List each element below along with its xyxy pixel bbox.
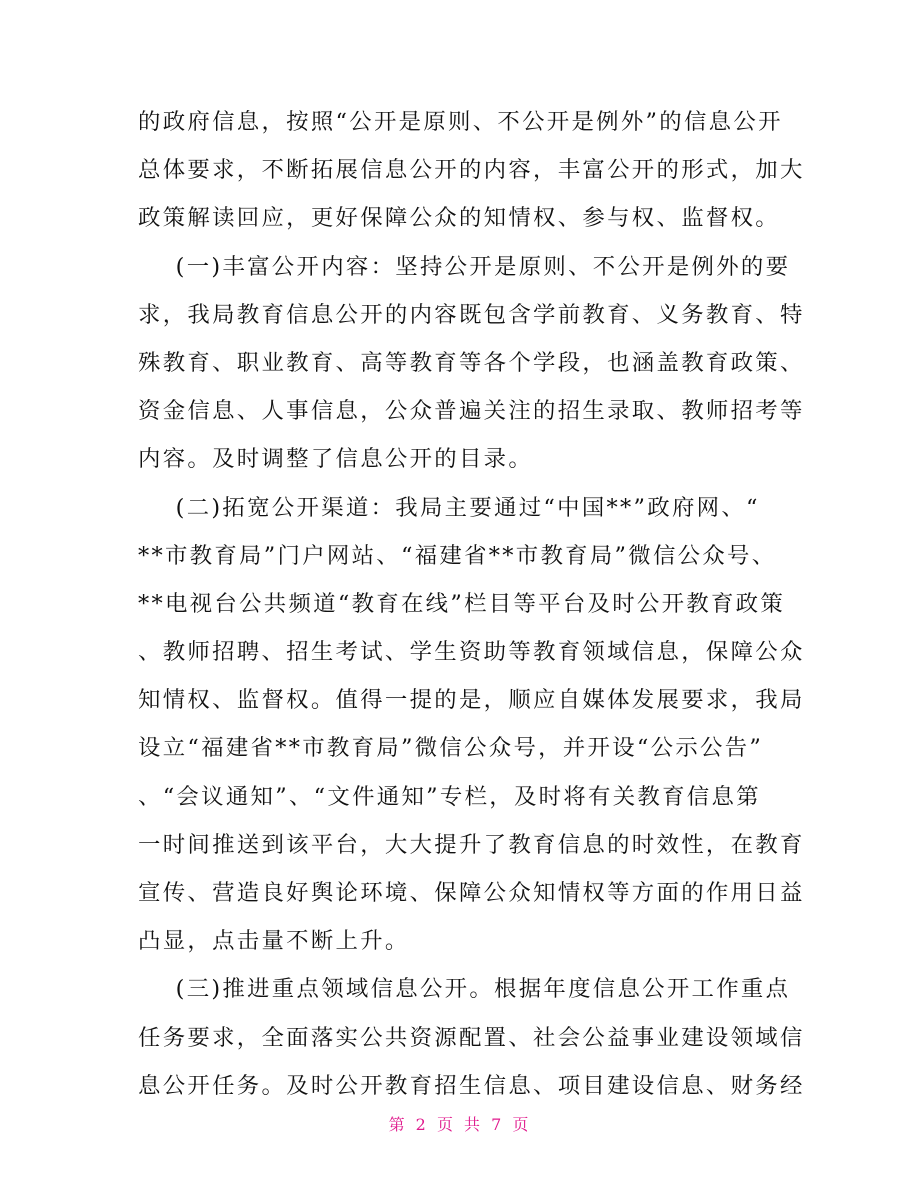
paragraph-start-line: (三)推进重点领域信息公开。根据年度信息公开工作重点: [138, 976, 791, 1003]
text-line: 内容。及时调整了信息公开的目录。: [138, 446, 534, 473]
text-line: 设立“福建省**市教育局”微信公众号，并开设“公示公告”: [138, 735, 764, 762]
text-line: 一时间推送到该平台，大大提升了教育信息的时效性，在教育: [138, 831, 805, 858]
text-line: **市教育局”门户网站、“福建省**市教育局”微信公众号、: [138, 542, 777, 569]
text-line: 政策解读回应，更好保障公众的知情权、参与权、监督权。: [138, 205, 780, 232]
text-line: 任务要求，全面落实公共资源配置、社会公益事业建设领域信: [138, 1024, 805, 1051]
page-number-footer: 第 2 页 共 7 页: [388, 1115, 532, 1134]
text-line: 、“会议通知”、“文件通知”专栏，及时将有关教育信息第: [138, 783, 761, 810]
text-line: 资金信息、人事信息，公众普遍关注的招生录取、教师招考等: [138, 398, 805, 425]
text-line: 知情权、监督权。值得一提的是，顺应自媒体发展要求，我局: [138, 687, 805, 714]
paragraph-start-line: (一)丰富公开内容：坚持公开是原则、不公开是例外的要: [138, 253, 791, 280]
text-line: 求，我局教育信息公开的内容既包含学前教育、义务教育、特: [138, 301, 805, 328]
text-line: **电视台公共频道“教育在线”栏目等平台及时公开教育政策: [138, 590, 786, 617]
text-line: 的政府信息，按照“公开是原则、不公开是例外”的信息公开: [138, 109, 783, 135]
text-line: 总体要求，不断拓展信息公开的内容，丰富公开的形式，加大: [138, 157, 805, 184]
text-line: 凸显，点击量不断上升。: [138, 928, 410, 955]
text-line: 、教师招聘、招生考试、学生资助等教育领域信息，保障公众: [138, 639, 805, 666]
paragraph-start-line: (二)拓宽公开渠道：我局主要通过“中国**”政府网、“: [138, 494, 760, 521]
text-line: 殊教育、职业教育、高等教育等各个学段，也涵盖教育政策、: [138, 349, 805, 376]
document-body: [138, 98, 805, 1110]
text-line: 宣传、营造良好舆论环境、保障公众知情权等方面的作用日益: [138, 880, 805, 906]
text-line: 息公开任务。及时公开教育招生信息、项目建设信息、财务经: [138, 1072, 805, 1099]
